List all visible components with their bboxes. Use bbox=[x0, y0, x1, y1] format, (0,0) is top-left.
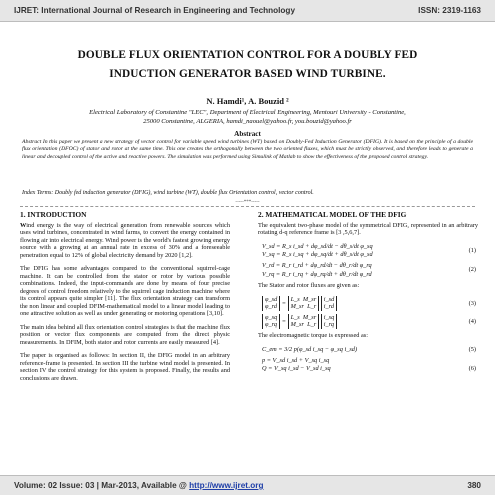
eq3-m00: L_s bbox=[290, 295, 300, 303]
equation-4-row: φ_sq φ_rq = L_s M_sr M_sr L_r i_sq i_rq bbox=[258, 314, 478, 329]
equation-6-line-2: Q = V_sq i_sd − V_sd i_sq bbox=[262, 365, 331, 373]
journal-footer-bar bbox=[0, 475, 495, 495]
eq3-rhs-1: i_rd bbox=[323, 303, 335, 311]
equation-5 bbox=[258, 346, 478, 354]
affiliation-line-2: 25000 Constantine, ALGERIA, hamdi_naouel@yahoo.fr, you.bouzid@yahoo.fr bbox=[143, 117, 352, 125]
equation-3-matrix bbox=[288, 296, 320, 311]
eq3-m11: L_r bbox=[307, 303, 317, 311]
journal-url-link[interactable]: http://www.ijret.org bbox=[189, 481, 264, 490]
eq4-m10: M_sr bbox=[290, 321, 304, 329]
journal-name: IJRET: International Journal of Research in Engineering and Technology bbox=[14, 6, 295, 15]
equation-1-number: (1) bbox=[468, 246, 476, 254]
footer-volume: Volume: 02 Issue: 03 | Mar-2013, Available @ bbox=[14, 481, 187, 490]
eq4-m01: M_sr bbox=[302, 313, 317, 321]
title-line-1: DOUBLE FLUX ORIENTATION CONTROL FOR A DOUBLY FED bbox=[77, 49, 418, 61]
affiliation bbox=[22, 109, 473, 126]
equation-3-number: (3) bbox=[468, 299, 476, 307]
journal-header-bar bbox=[0, 0, 495, 22]
left-column bbox=[20, 211, 230, 388]
eq3-lhs-0: φ_sd bbox=[265, 295, 278, 303]
eq4-m11: L_r bbox=[307, 321, 317, 329]
equation-4-rhs-vector bbox=[321, 314, 338, 329]
intro-paragraph-4: The paper is organised as follows: In section II, the DFIG model in an arbitrary reference-frame is presented. In section III the turbine wind model is presented. In section IV the control strategy for this system is proposed. Finally, the results and conclusions are drawn. bbox=[20, 352, 230, 382]
drop-letter: W bbox=[20, 221, 27, 229]
eq4-lhs-1: φ_rq bbox=[265, 321, 277, 329]
model-paragraph: The equivalent two-phase model of the symmetrical DFIG, represented in an arbitrary rotating d-q reference frame is [3 ,5,6,7]. bbox=[258, 221, 478, 236]
authors: N. Hamdi¹, A. Bouzid ² bbox=[206, 96, 289, 106]
equation-3-lhs-vector bbox=[262, 296, 280, 311]
abstract-text: Abstract In this paper we present a new strategy of vector control for variable speed wind turbines (WT) based on Doubly-Fed Induction Generator (DFIG). It is based on the principle of a double flux orientation (DFOC) of stator and rotor at the same time. This one creates the orthogonally between the two oriented fluxes, which must be strictly observed, and therefore leads to generate a linear and decoupled control of the active and reactive powers. The simulation was performed using Simulink of Matlab to show the effectiveness of the proposed control strategy. bbox=[22, 139, 473, 160]
equation-2 bbox=[258, 262, 478, 279]
index-terms: Index Terms: Doubly fed induction generator (DFIG), wind turbine (WT), double flux Orientation control, vector control. bbox=[22, 190, 314, 196]
equation-1-line-1: V_sd = R_s i_sd + dφ_sd/dt − dθ_s/dt φ_sq bbox=[262, 242, 373, 250]
paper-title bbox=[20, 46, 475, 84]
issn: ISSN: 2319-1163 bbox=[418, 6, 481, 15]
equation-1 bbox=[258, 243, 478, 260]
flux-text: The Stator and rotor fluxes are given as: bbox=[258, 282, 360, 290]
abstract-heading: Abstract bbox=[234, 130, 261, 138]
affiliation-line-1: Electrical Laboratory of Constantine "LEC", Department of Electrical Engineering, Mentouri University - Constantine, bbox=[89, 109, 406, 116]
eq3-lhs-1: φ_rd bbox=[265, 303, 277, 311]
equation-4-number: (4) bbox=[468, 317, 476, 325]
equation-4-lhs-vector bbox=[262, 314, 280, 329]
footer-volume-info bbox=[14, 481, 263, 490]
equation-6-number: (6) bbox=[468, 364, 476, 372]
title-line-2: INDUCTION GENERATOR BASED WIND TURBINE. bbox=[109, 68, 386, 80]
equation-6 bbox=[258, 357, 478, 374]
eq4-rhs-1: i_rq bbox=[323, 321, 335, 329]
equation-6-line-1: p = V_sd i_sd + V_sq i_sq bbox=[262, 356, 330, 364]
section-1-heading: 1. INTRODUCTION bbox=[20, 210, 87, 219]
torque-text: The electromagnetic torque is expressed as: bbox=[258, 332, 368, 339]
equation-2-line-2: V_rq = R_r i_rq + dφ_rq/dt + dθ_r/dt φ_rd bbox=[262, 270, 372, 278]
equation-4-matrix bbox=[288, 314, 320, 329]
page-number: 380 bbox=[467, 481, 481, 490]
right-column bbox=[258, 211, 478, 377]
separator-text: -----***----- bbox=[235, 200, 260, 205]
eq4-rhs-0: i_sq bbox=[323, 313, 335, 321]
equation-5-number: (5) bbox=[468, 345, 476, 353]
equation-2-number: (2) bbox=[468, 266, 476, 274]
equation-4 bbox=[258, 314, 478, 329]
section-separator bbox=[20, 200, 475, 207]
equation-5-line: C_em = 3/2 p(φ_sd i_sq − φ_sq i_sd) bbox=[262, 345, 358, 353]
equation-3-rhs-vector bbox=[321, 296, 338, 311]
equation-1-line-2: V_sq = R_s i_sq + dφ_sq/dt + dθ_s/dt φ_sd bbox=[262, 250, 373, 258]
eq3-rhs-0: i_sd bbox=[323, 295, 335, 303]
intro-paragraph-2: The DFIG has some advantages compared to the conventional squirrel-cage machine. It can be controlled from the stator or rotor by various possible combinations. Indeed, the input-commands are done by means of four precise degrees of control freedom relatively to the squirrel cage induction machine where its control appears quite simpler [11]. The flux orientation strategy can transform the non linear and coupled DFIM-mathematical model to a linear model leading to one attractive solution as well as under generating or motoring operations [3,10]. bbox=[20, 265, 230, 317]
eq4-m00: L_s bbox=[290, 313, 300, 321]
equation-3 bbox=[258, 296, 478, 311]
intro-paragraph-1-text: ind energy is the way of electrical generation from renewable sources which uses wind turbines, concentrated in wind farms, to convert the energy contained in flowing air into electrical energy. Wind power is the world's fastest growing energy source with a growing at an annual rate in excess of 30% and a foreseeable penetration equal to 12% of global electricity demand by 2020 [1,2]. bbox=[20, 221, 230, 259]
eq3-m01: M_sr bbox=[302, 295, 317, 303]
eq3-m10: M_sr bbox=[290, 303, 304, 311]
section-2-heading: 2. MATHEMATICAL MODEL OF THE DFIG bbox=[258, 210, 407, 219]
intro-paragraph-1 bbox=[20, 222, 230, 260]
intro-paragraph-3: The main idea behind all flux orientation control strategies is that the machine flux position or vector flux components are computed from the direct physic measurements. In DFIM, both stator and rotor currents are easily measured [4]. bbox=[20, 323, 230, 346]
equation-2-line-1: V_rd = R_r i_rd + dφ_rd/dt − dθ_r/dt φ_rq bbox=[262, 262, 372, 270]
equation-3-row: φ_sd φ_rd = L_s M_sr M_sr L_r i_sd i_rd bbox=[258, 296, 478, 311]
eq4-lhs-0: φ_sq bbox=[265, 313, 278, 321]
